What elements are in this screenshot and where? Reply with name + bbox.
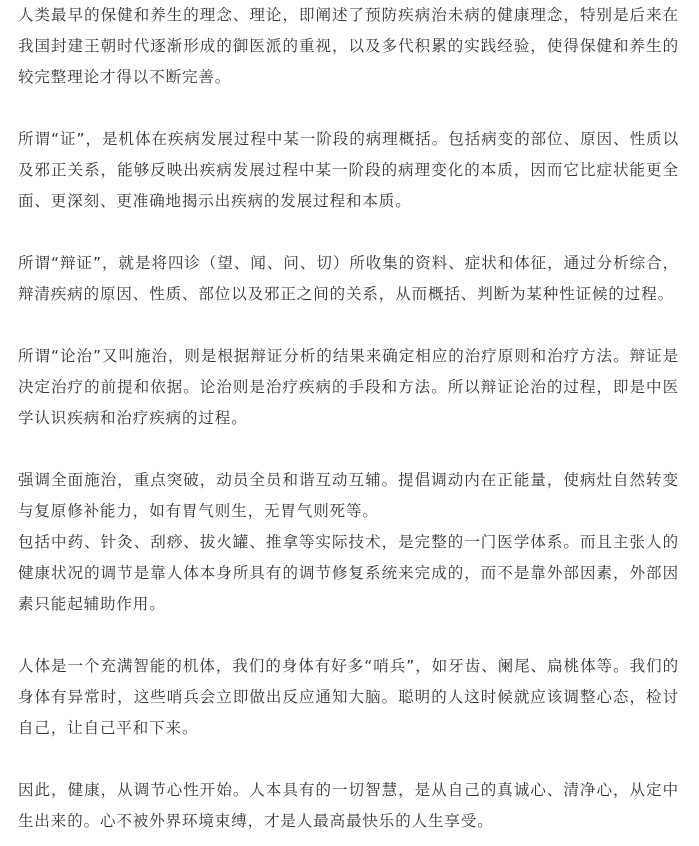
paragraph-comprehensive-treatment: 强调全面施治，重点突破，动员全员和谐互动互辅。提倡调动内在正能量，使病灶自然转变与复原修补能力，如有胃气则生，无胃气则死等。: [18, 471, 679, 520]
paragraph-bianzheng: 所谓“辩证”，就是将四诊（望、闻、问、切）所收集的资料、症状和体征，通过分析综合，辩清疾病的原因、性质、部位以及邪正之间的关系，从而概括、判断为某种性证候的过程。: [18, 254, 679, 303]
paragraph-lunzhi: 所谓“论治”又叫施治，则是根据辩证分析的结果来确定相应的治疗原则和治疗方法。辩证是决定治疗的前提和依据。论治则是治疗疾病的手段和方法。所以辩证论治的过程，即是中医学认识疾病和治疗疾病的过程。: [18, 347, 679, 427]
paragraph-body-sentinels: 人体是一个充满智能的机体，我们的身体有好多“哨兵”，如牙齿、阑尾、扁桃体等。我们的身体有异常时，这些哨兵会立即做出反应通知大脑。聪明的人这时候就应该调整心态，检讨自己，让自己平和下来。: [18, 657, 679, 737]
paragraph-zheng: 所谓“证”，是机体在疾病发展过程中某一阶段的病理概括。包括病变的部位、原因、性质以及邪正关系，能够反映出疾病发展过程中某一阶段的病理变化的本质，因而它比症状能更全面、更深刻、更准确地揭示出疾病的发展过程和本质。: [18, 130, 679, 210]
paragraph-health-concept: 人类最早的保健和养生的理念、理论，即阐述了预防疾病治未病的健康理念，特别是后来在我国封建王朝时代逐渐形成的御医派的重视，以及多代积累的实践经验，使得保健和养生的较完整理论才得以不断完善。: [18, 6, 679, 86]
paragraph-medical-system: 包括中药、针灸、刮痧、拔火罐、推拿等实际技术，是完整的一门医学体系。而且主张人的健康状况的调节是靠人体本身所具有的调节修复系统来完成的，而不是靠外部因素，外部因素只能起辅助作用。: [18, 533, 679, 613]
paragraph-conclusion: 因此，健康，从调节心性开始。人本具有的一切智慧，是从自己的真诚心、清净心，从定中生出来的。心不被外界环境束缚，才是人最高最快乐的人生享受。: [18, 781, 679, 830]
